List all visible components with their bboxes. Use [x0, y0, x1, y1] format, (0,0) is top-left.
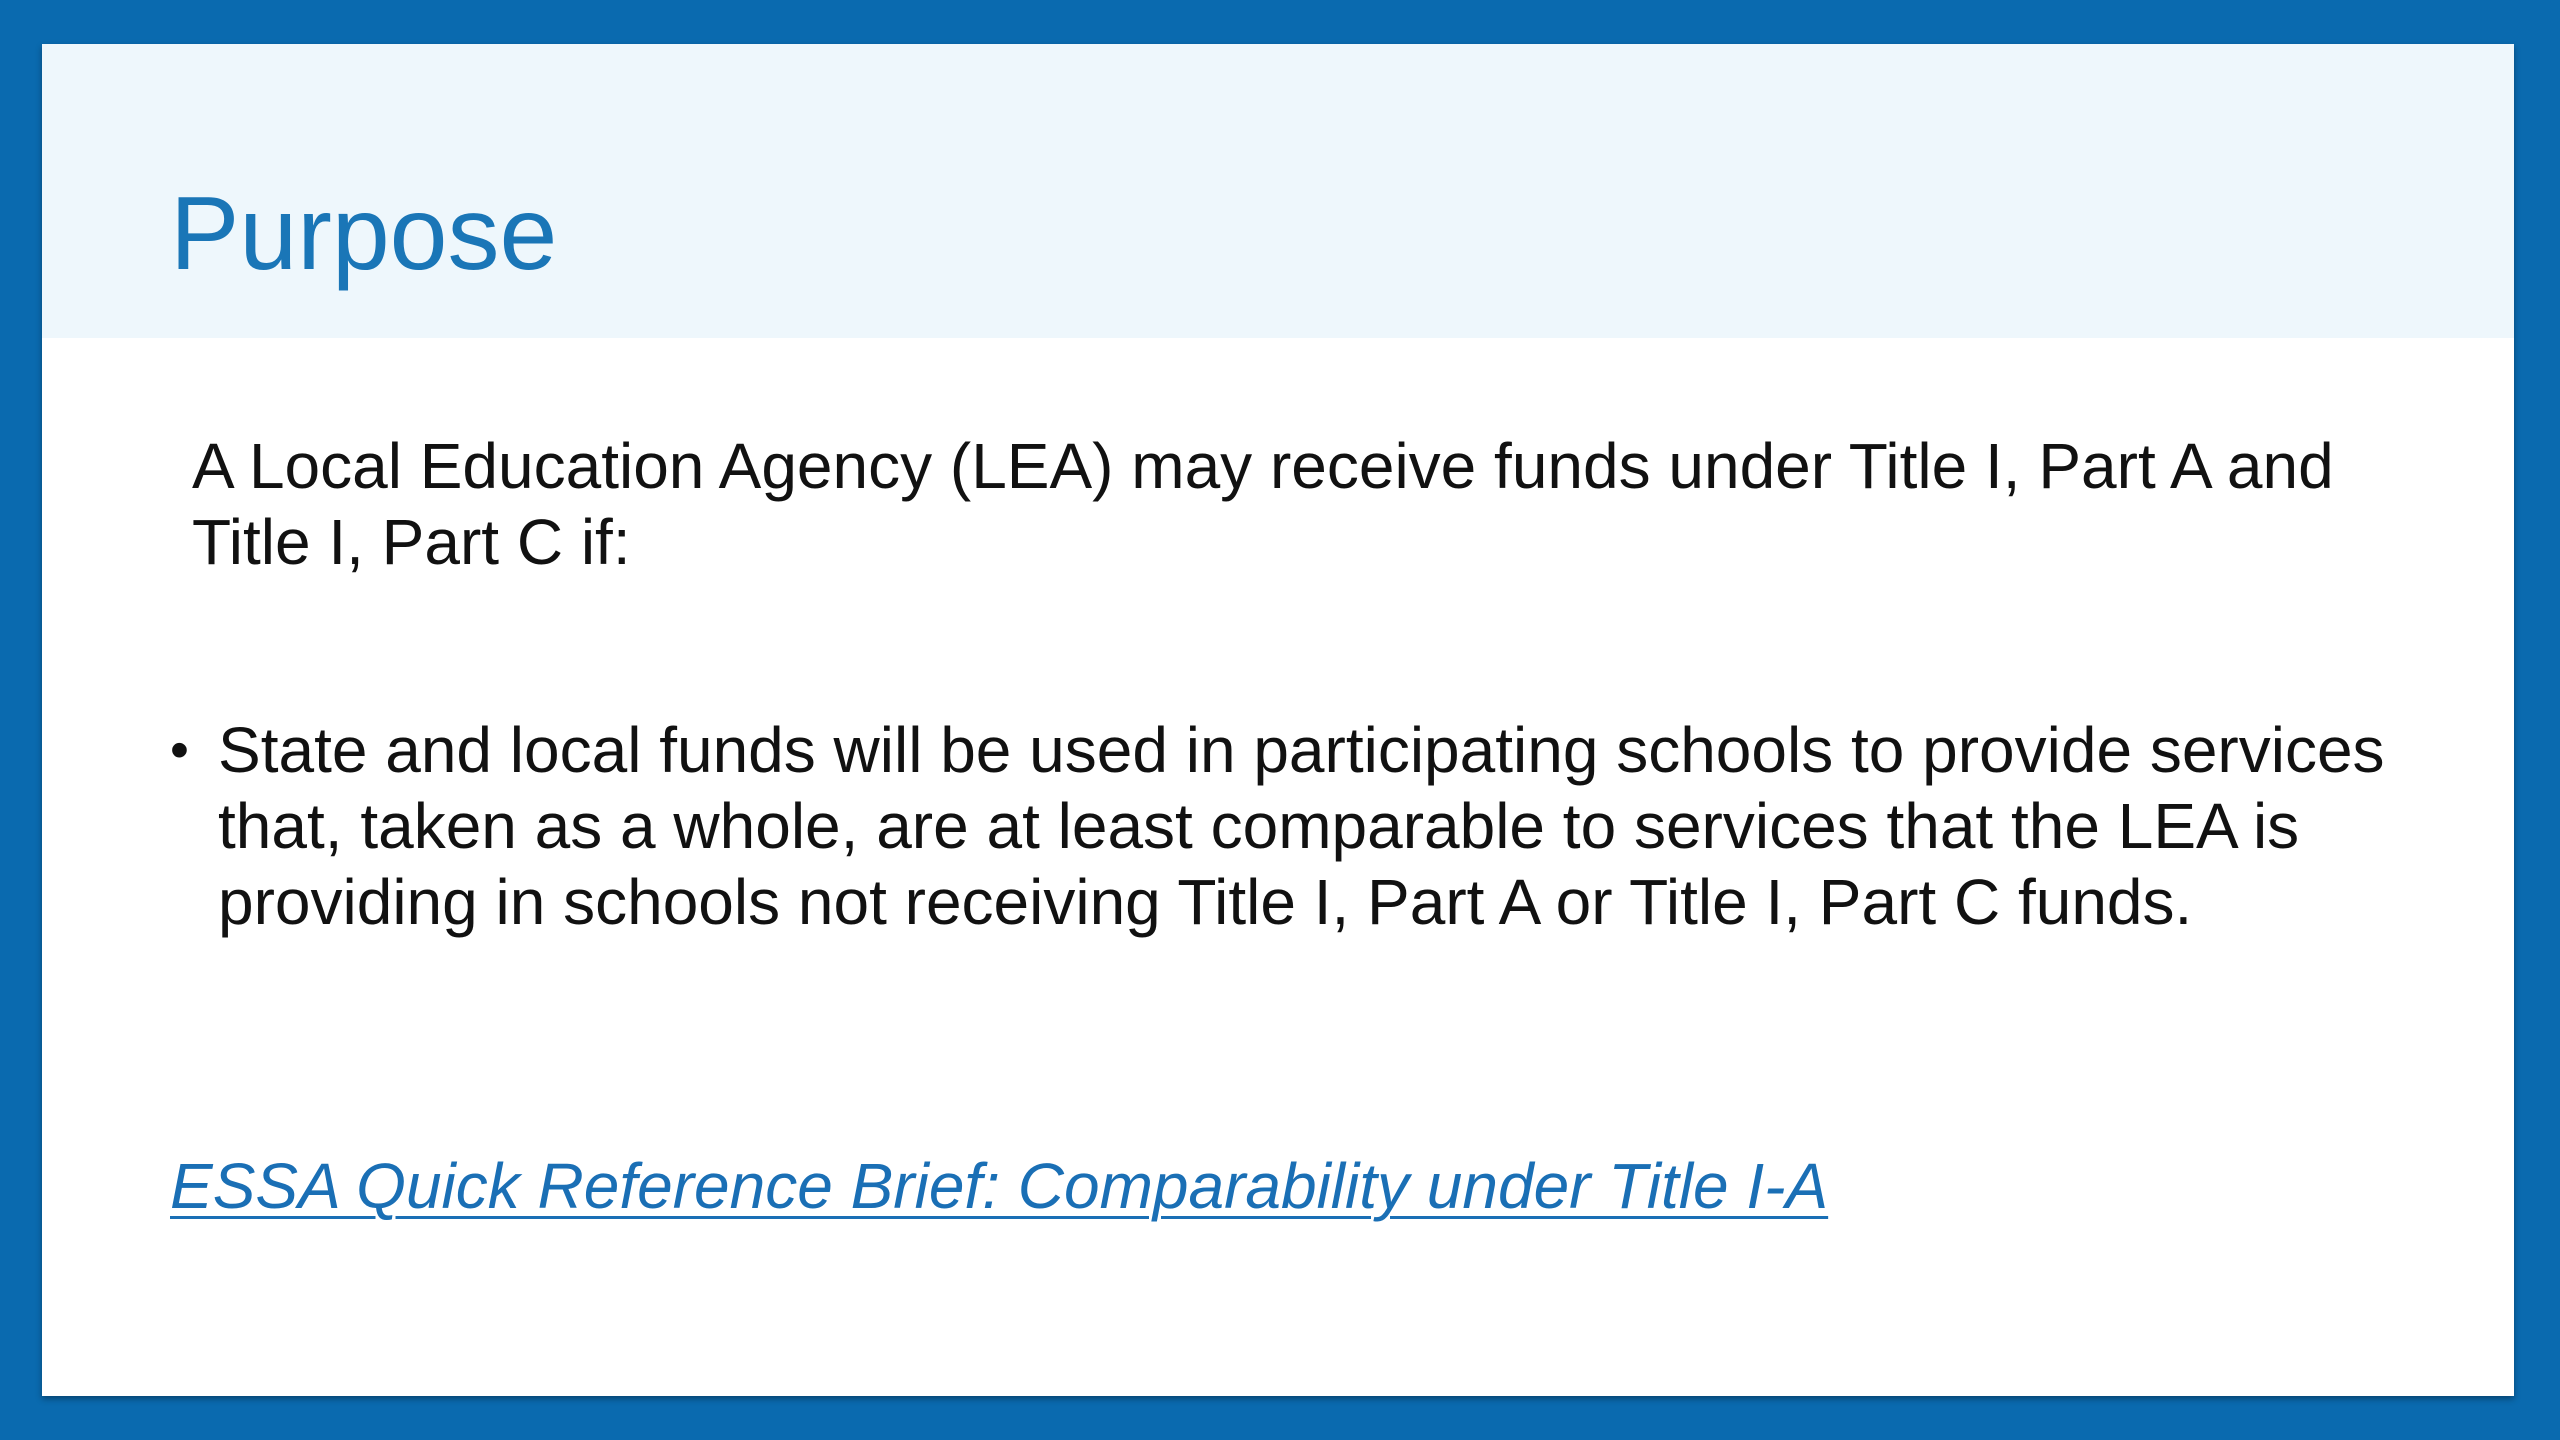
slide-title: Purpose: [170, 176, 558, 292]
bullet-item: [170, 712, 2420, 940]
bullet-text: State and local funds will be used in participating schools to provide services that, taken as a whole, are at least comparable to services that the LEA is providing in schools not receiving Title I, Part A or Title I, Part C funds.: [218, 714, 2385, 938]
bullet-list: [170, 712, 2420, 940]
essa-reference-link[interactable]: ESSA Quick Reference Brief: Comparability under Title I-A: [170, 1150, 1829, 1222]
intro-paragraph: A Local Education Agency (LEA) may receive funds under Title I, Part A and Title I, Part C if:: [192, 430, 2334, 578]
bullet-dot-icon: •: [170, 720, 189, 780]
title-band: [42, 44, 2514, 338]
slide: [42, 44, 2514, 1396]
